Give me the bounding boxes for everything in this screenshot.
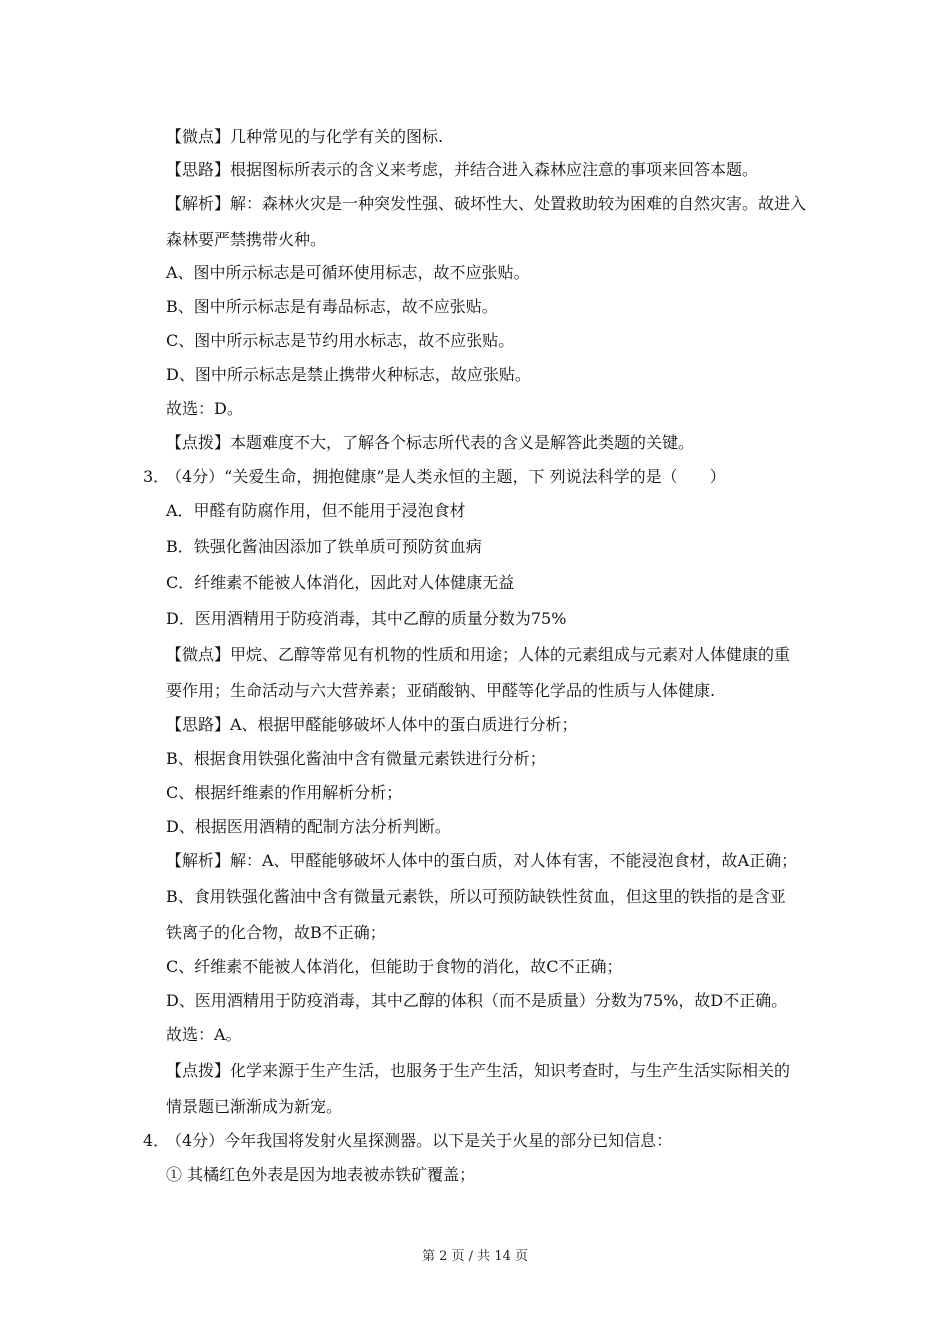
q2-option-c-analysis: C、图中所示标志是节约用水标志，故不应张贴。 [166,331,515,350]
q3-dianbo-line2: 情景题已渐渐成为新宠。 [166,1097,343,1116]
q3-weidian-line2: 要作用；生命活动与六大营养素；亚硝酸钠、甲醛等化学品的性质与人体健康. [166,681,716,700]
q3-dianbo-line1: 【点拨】化学来源于生产生活，也服务于生产生活，知识考查时，与生产生活实际相关的 [166,1061,791,1080]
q3-answer: 故选：A。 [166,1025,242,1044]
q3-jiexi-line3: 铁离子的化合物，故B不正确； [166,923,386,942]
page-footer: 第 2 页 / 共 14 页 [422,1249,528,1264]
q4-info-1: ① 其橘红色外表是因为地表被赤铁矿覆盖； [166,1165,476,1184]
q2-jiexi-line2: 森林要严禁携带火种。 [166,230,327,249]
q3-jiexi-line4: C、纤维素不能被人体消化，但能助于食物的消化，故C不正确； [166,957,623,976]
q3-silu-line4: D、根据医用酒精的配制方法分析判断。 [166,817,451,836]
q3-stem: （4分）“关爱生命，拥抱健康”是人类永恒的主题，下 列说法科学的是（ ） [166,467,726,486]
q2-silu: 【思路】根据图标所表示的含义来考虑，并结合进入森林应注意的事项来回答本题。 [166,160,759,179]
q3-jiexi-line1: 【解析】解：A、甲醛能够破坏人体中的蛋白质，对人体有害，不能浸泡食材，故A正确； [166,851,798,870]
q3-jiexi-line5: D、医用酒精用于防疫消毒，其中乙醇的体积（而不是质量）分数为75%，故D不正确。 [166,991,788,1010]
q3-option-d: D．医用酒精用于防疫消毒，其中乙醇的质量分数为75% [166,609,567,628]
q3-option-a: A．甲醛有防腐作用，但不能用于浸泡食材 [166,501,466,520]
q2-dianbo: 【点拨】本题难度不大，了解各个标志所代表的含义是解答此类题的关键。 [166,433,695,452]
q4-number: 4． [143,1131,170,1150]
q2-jiexi-line1: 【解析】解：森林火灾是一种突发性强、破坏性大、处置救助较为困难的自然灾害。故进入 [166,194,807,213]
q3-number: 3． [143,467,170,486]
q3-weidian-line1: 【微点】甲烷、乙醇等常见有机物的性质和用途；人体的元素组成与元素对人体健康的重 [166,645,791,664]
q2-option-d-analysis: D、图中所示标志是禁止携带火种标志，故应张贴。 [166,365,531,384]
q3-option-c: C．纤维素不能被人体消化，因此对人体健康无益 [166,573,515,592]
q2-answer: 故选：D。 [166,399,243,418]
q2-option-a-analysis: A、图中所示标志是可循环使用标志，故不应张贴。 [166,263,530,282]
q4-stem: （4分）今年我国将发射火星探测器。以下是关于火星的部分已知信息： [166,1131,673,1150]
q3-silu-line3: C、根据纤维素的作用解析分析； [166,783,403,802]
q2-option-b-analysis: B、图中所示标志是有毒品标志，故不应张贴。 [166,297,498,316]
q3-silu-line2: B、根据食用铁强化酱油中含有微量元素铁进行分析； [166,749,546,768]
q3-option-b: B．铁强化酱油因添加了铁单质可预防贫血病 [166,537,482,556]
q2-weidian: 【微点】几种常见的与化学有关的图标. [166,127,444,146]
q3-jiexi-line2: B、食用铁强化酱油中含有微量元素铁，所以可预防缺铁性贫血，但这里的铁指的是含亚 [166,887,786,906]
q3-silu-line1: 【思路】A、根据甲醛能够破坏人体中的蛋白质进行分析； [166,715,578,734]
